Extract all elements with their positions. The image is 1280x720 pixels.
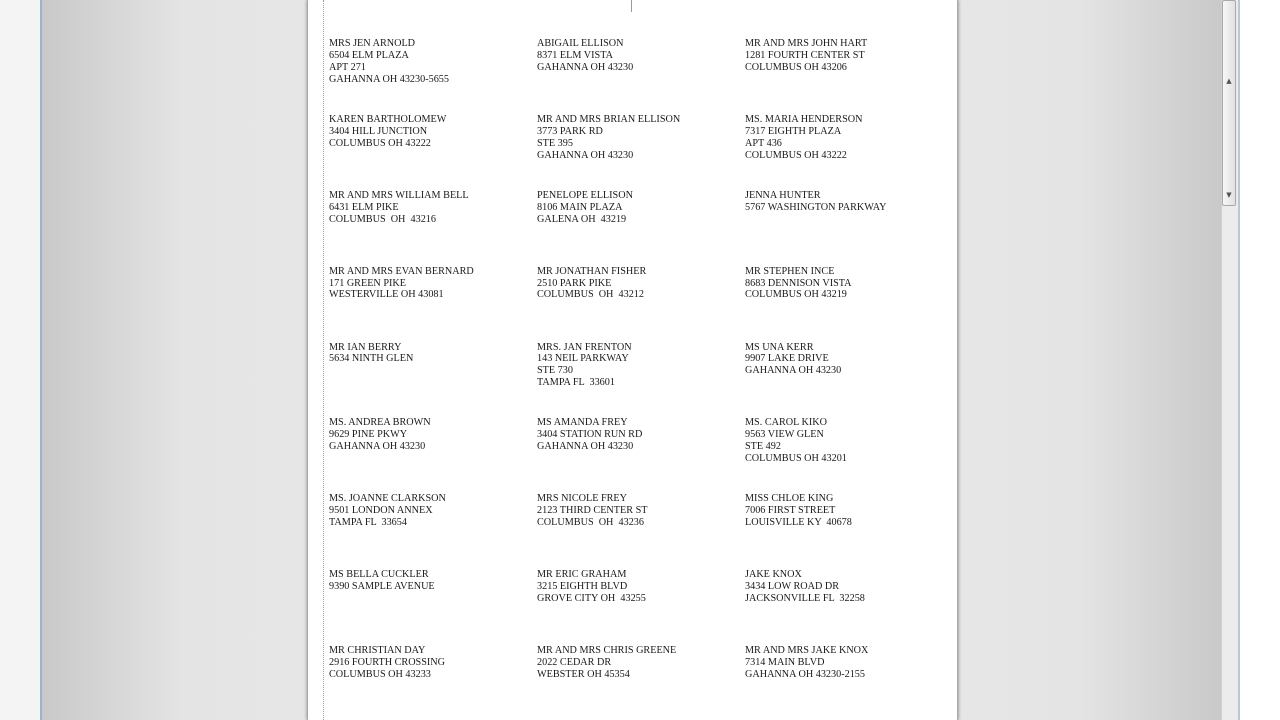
address-line: MISS CHLOE KING bbox=[745, 493, 834, 505]
address-line: 7317 EIGHTH PLAZA bbox=[745, 125, 842, 137]
address-line: MR AND MRS WILLIAM BELL bbox=[329, 189, 469, 201]
address-line: MS. MARIA HENDERSON bbox=[745, 113, 863, 125]
address-label[interactable] bbox=[329, 644, 537, 720]
address-line: MRS JEN ARNOLD bbox=[329, 38, 416, 49]
address-line: ABIGAIL ELLISON bbox=[537, 38, 624, 49]
address-label[interactable] bbox=[745, 37, 949, 113]
left-window-edge bbox=[0, 0, 42, 720]
address-line: GAHANNA OH 43230-5655 bbox=[329, 73, 449, 85]
address-label[interactable] bbox=[329, 492, 537, 568]
address-line: GAHANNA OH 43230 bbox=[745, 365, 842, 377]
address-label[interactable] bbox=[537, 644, 745, 720]
address-label[interactable] bbox=[745, 113, 949, 189]
address-line: 7314 MAIN BLVD bbox=[745, 657, 825, 669]
address-label[interactable] bbox=[329, 416, 537, 492]
address-line: WESTERVILLE OH 43081 bbox=[329, 289, 444, 301]
address-line: COLUMBUS OH 43216 bbox=[329, 213, 436, 225]
address-line: MR STEPHEN INCE bbox=[745, 265, 835, 277]
address-line: MR JONATHAN FISHER bbox=[537, 265, 647, 277]
address-line: GAHANNA OH 43230 bbox=[329, 441, 426, 453]
address-line: COLUMBUS OH 43212 bbox=[537, 289, 644, 301]
address-label[interactable] bbox=[745, 189, 949, 265]
address-line: 9563 VIEW GLEN bbox=[745, 429, 824, 441]
address-line: STE 395 bbox=[537, 137, 573, 149]
address-line: LOUISVILLE KY 40678 bbox=[745, 517, 852, 529]
address-label[interactable] bbox=[329, 568, 537, 644]
address-line: GAHANNA OH 43230 bbox=[537, 61, 634, 73]
address-line: 7006 FIRST STREET bbox=[745, 505, 836, 517]
address-line: 6504 ELM PLAZA bbox=[329, 49, 409, 61]
address-label[interactable] bbox=[745, 644, 949, 720]
address-line: COLUMBUS OH 43206 bbox=[745, 61, 847, 73]
address-line: 5767 WASHINGTON PARKWAY bbox=[745, 201, 887, 213]
address-line: 143 NEIL PARKWAY bbox=[537, 353, 629, 365]
address-line: COLUMBUS OH 43219 bbox=[745, 289, 847, 301]
address-line: 2916 FOURTH CROSSING bbox=[329, 657, 445, 669]
address-line: MS BELLA CUCKLER bbox=[329, 569, 429, 581]
address-line: GALENA OH 43219 bbox=[537, 213, 627, 225]
address-line: TAMPA FL 33601 bbox=[537, 377, 615, 389]
address-label[interactable] bbox=[329, 341, 537, 417]
chevron-up-icon: ▲ bbox=[1226, 77, 1232, 85]
address-line: 6431 ELM PIKE bbox=[329, 201, 399, 213]
address-line: 3404 STATION RUN RD bbox=[537, 429, 643, 441]
address-label[interactable] bbox=[329, 189, 537, 265]
address-line: 3773 PARK RD bbox=[537, 125, 603, 137]
address-line: COLUMBUS OH 43201 bbox=[745, 453, 847, 465]
address-line: MRS. JAN FRENTON bbox=[537, 341, 632, 353]
address-line: PENELOPE ELLISON bbox=[537, 189, 633, 201]
address-line: MRS NICOLE FREY bbox=[537, 493, 628, 505]
address-line: GAHANNA OH 43230 bbox=[537, 441, 634, 453]
address-line: 8683 DENNISON VISTA bbox=[745, 277, 852, 289]
address-line: KAREN BARTHOLOMEW bbox=[329, 113, 447, 125]
address-line: 3215 EIGHTH BLVD bbox=[537, 581, 628, 593]
address-line: 5634 NINTH GLEN bbox=[329, 353, 414, 365]
address-line: MS UNA KERR bbox=[745, 341, 814, 353]
address-label[interactable] bbox=[537, 37, 745, 113]
scrollbar-thumb[interactable] bbox=[1222, 0, 1236, 206]
address-label[interactable] bbox=[745, 568, 949, 644]
address-label[interactable] bbox=[537, 189, 745, 265]
address-label[interactable] bbox=[329, 113, 537, 189]
address-line: APT 436 bbox=[745, 137, 782, 149]
address-line: 8106 MAIN PLAZA bbox=[537, 201, 623, 213]
address-line: 3404 HILL JUNCTION bbox=[329, 125, 428, 137]
address-line: 9629 PINE PKWY bbox=[329, 429, 408, 441]
address-line: MR AND MRS EVAN BERNARD bbox=[329, 265, 474, 277]
address-line: STE 730 bbox=[537, 365, 573, 377]
address-line: COLUMBUS OH 43222 bbox=[745, 149, 847, 161]
address-line: MS. JOANNE CLARKSON bbox=[329, 493, 446, 505]
address-label[interactable] bbox=[537, 341, 745, 417]
address-line: MR ERIC GRAHAM bbox=[537, 569, 627, 581]
address-line: GROVE CITY OH 43255 bbox=[537, 593, 646, 605]
address-line: STE 492 bbox=[745, 441, 781, 453]
address-line: 171 GREEN PIKE bbox=[329, 277, 406, 289]
address-line: 9907 LAKE DRIVE bbox=[745, 353, 829, 365]
address-label[interactable] bbox=[537, 265, 745, 341]
address-line: MR CHRISTIAN DAY bbox=[329, 645, 426, 657]
address-line: JENNA HUNTER bbox=[745, 189, 821, 201]
chevron-down-icon: ▼ bbox=[1226, 191, 1232, 199]
address-line: COLUMBUS OH 43236 bbox=[537, 517, 644, 529]
address-line: 1281 FOURTH CENTER ST bbox=[745, 49, 865, 61]
address-line: GAHANNA OH 43230-2155 bbox=[745, 668, 865, 680]
address-line: 9501 LONDON ANNEX bbox=[329, 505, 433, 517]
address-label[interactable] bbox=[745, 416, 949, 492]
address-line: MS AMANDA FREY bbox=[537, 417, 628, 429]
address-line: 9390 SAMPLE AVENUE bbox=[329, 581, 435, 593]
address-label[interactable] bbox=[537, 113, 745, 189]
address-line: 2510 PARK PIKE bbox=[537, 277, 612, 289]
address-line: JACKSONVILLE FL 32258 bbox=[745, 593, 865, 605]
address-label[interactable] bbox=[537, 492, 745, 568]
address-line: MR AND MRS BRIAN ELLISON bbox=[537, 113, 681, 125]
address-label[interactable] bbox=[745, 265, 949, 341]
address-line: COLUMBUS OH 43222 bbox=[329, 137, 431, 149]
address-label[interactable] bbox=[537, 568, 745, 644]
address-line: COLUMBUS OH 43233 bbox=[329, 668, 431, 680]
address-line: APT 271 bbox=[329, 61, 366, 73]
address-line: GAHANNA OH 43230 bbox=[537, 149, 634, 161]
mailing-labels-grid bbox=[329, 37, 949, 720]
address-line: MS. CAROL KIKO bbox=[745, 417, 827, 429]
right-window-edge bbox=[1238, 0, 1280, 720]
address-line: 2123 THIRD CENTER ST bbox=[537, 505, 648, 517]
address-line: 3434 LOW ROAD DR bbox=[745, 581, 840, 593]
address-label[interactable] bbox=[537, 416, 745, 492]
address-line: MR AND MRS JOHN HART bbox=[745, 38, 868, 49]
address-label[interactable] bbox=[329, 265, 537, 341]
address-line: MR AND MRS CHRIS GREENE bbox=[537, 645, 677, 657]
address-line: MR IAN BERRY bbox=[329, 341, 402, 353]
address-line: 2022 CEDAR DR bbox=[537, 657, 612, 669]
address-line: MS. ANDREA BROWN bbox=[329, 417, 431, 429]
address-line: 8371 ELM VISTA bbox=[537, 49, 613, 61]
address-line: WEBSTER OH 45354 bbox=[537, 668, 630, 680]
column-guide-mark bbox=[631, 0, 632, 12]
address-label[interactable] bbox=[745, 492, 949, 568]
address-label[interactable] bbox=[329, 37, 537, 113]
address-line: TAMPA FL 33654 bbox=[329, 517, 407, 529]
left-margin-guide bbox=[323, 0, 324, 720]
address-label[interactable] bbox=[745, 341, 949, 417]
address-line: MR AND MRS JAKE KNOX bbox=[745, 645, 869, 657]
address-line: JAKE KNOX bbox=[745, 569, 802, 581]
